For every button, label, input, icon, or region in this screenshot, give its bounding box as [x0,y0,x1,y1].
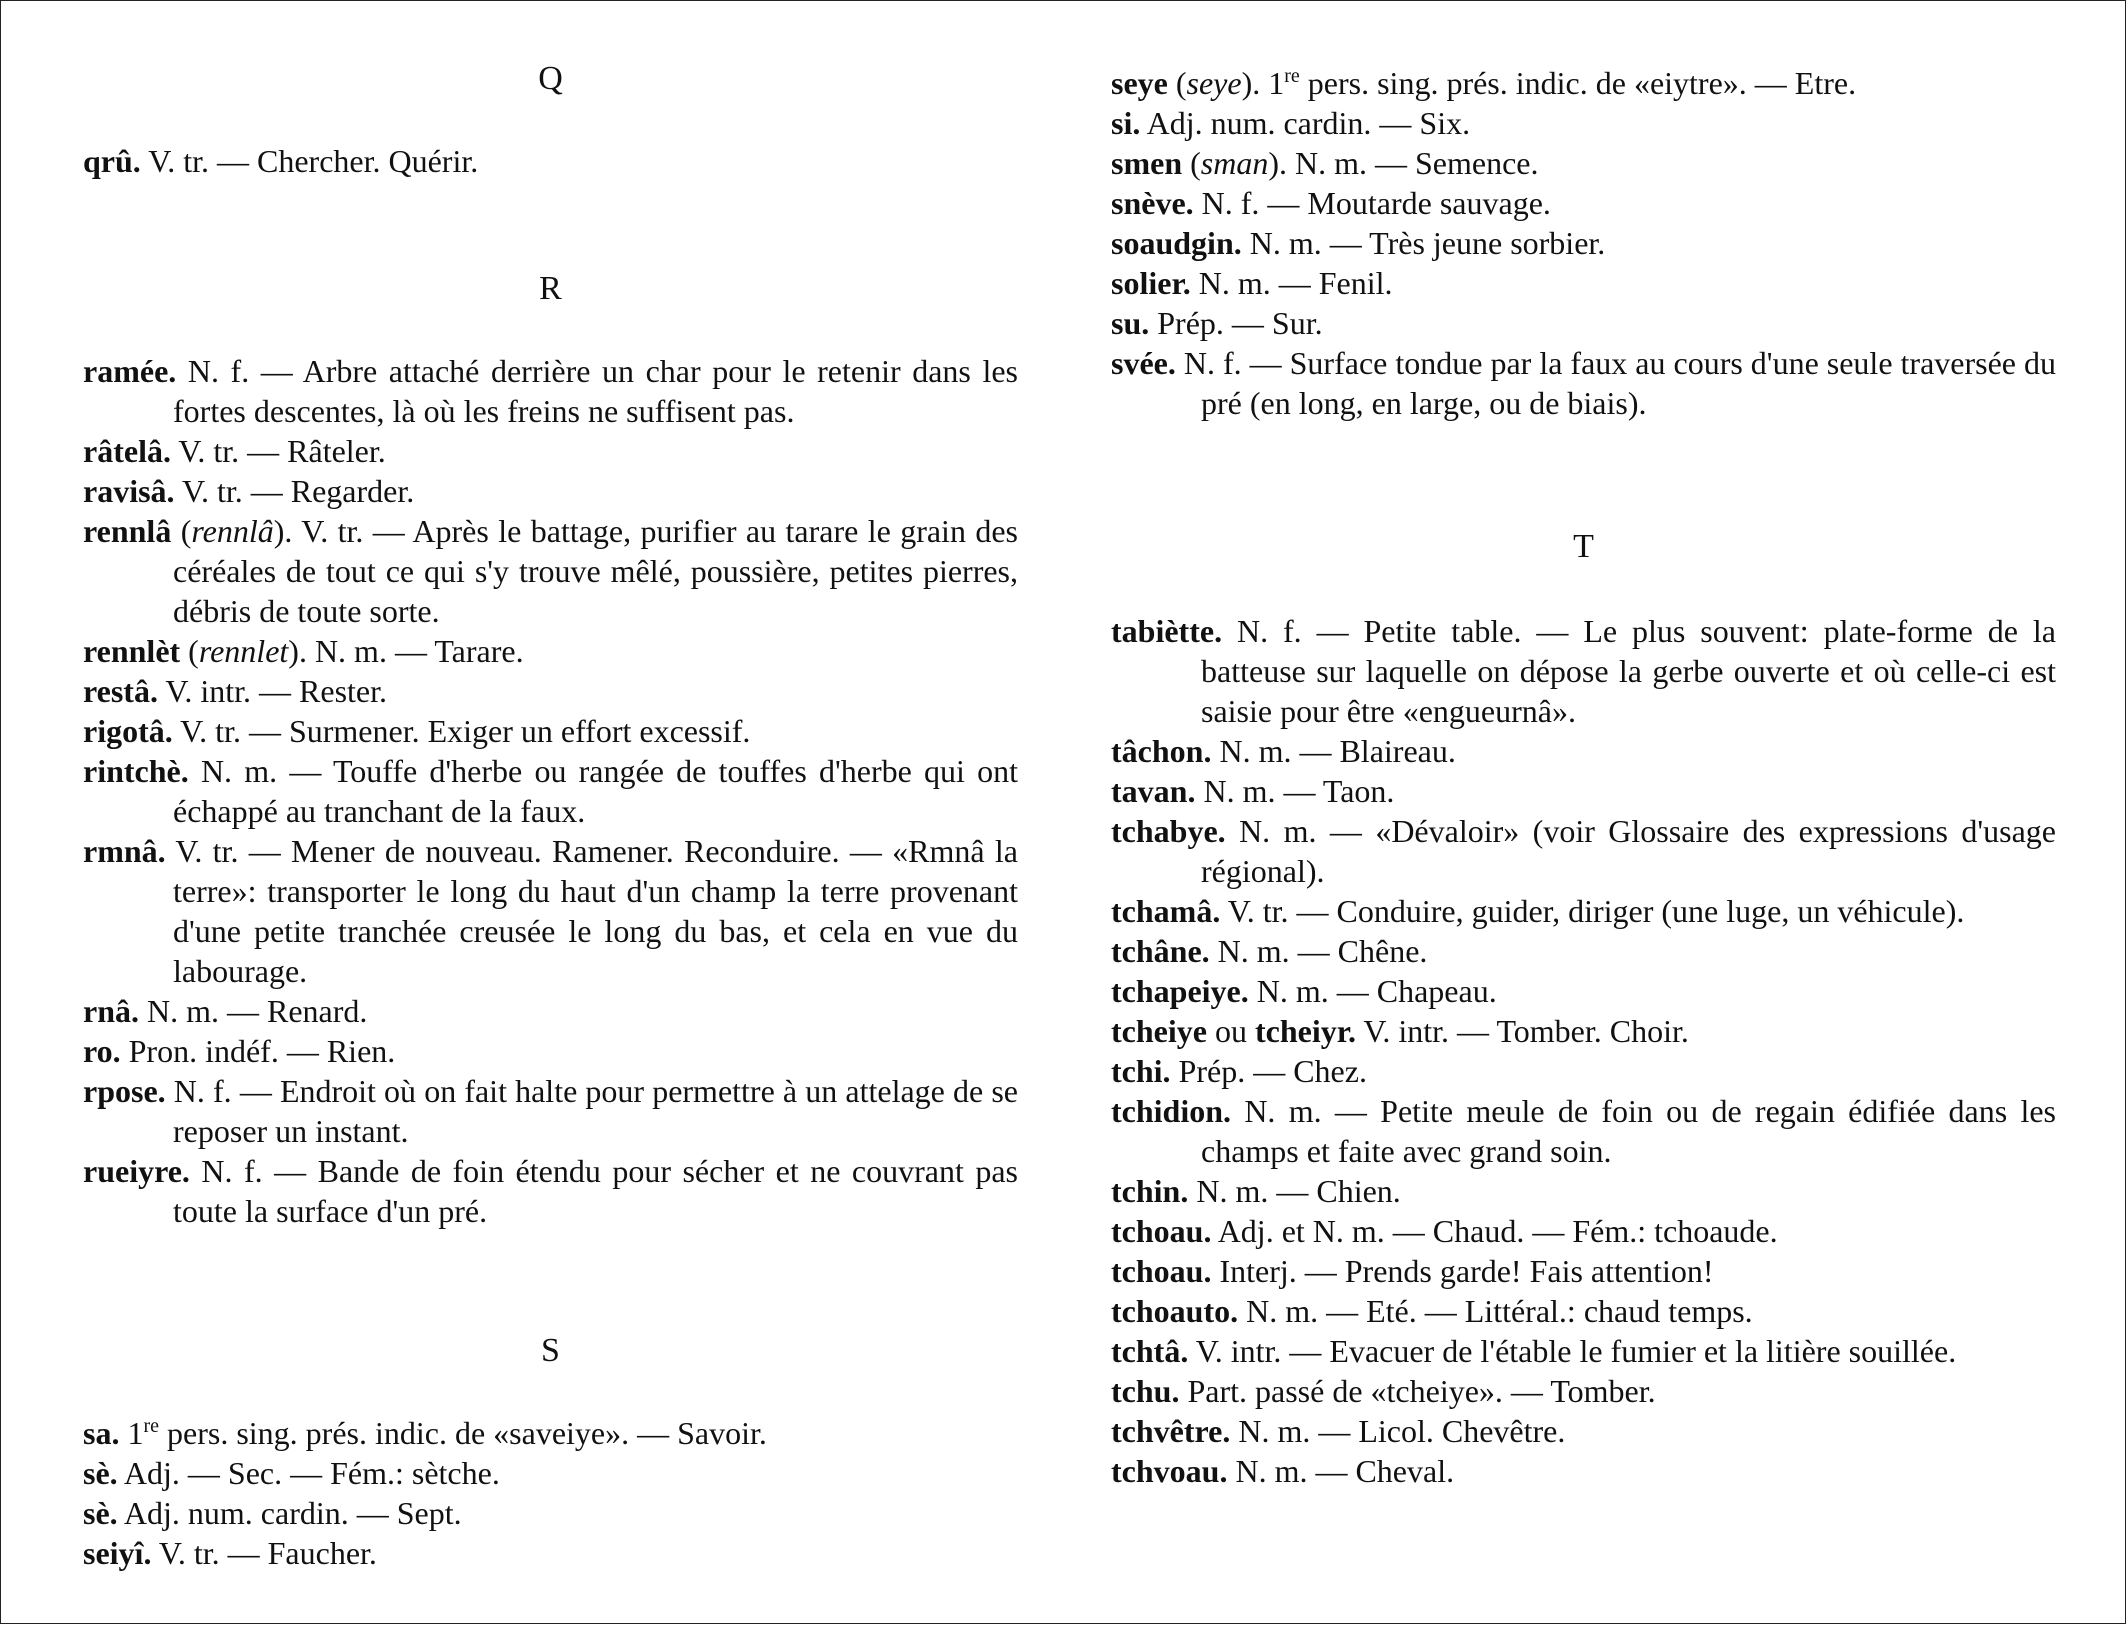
dictionary-entry [83,351,1018,431]
section-letter-t: T [1573,528,1594,565]
entry-definition: N. m. — Blaireau. [1211,733,1456,769]
entry-headword: qrû. [83,143,141,179]
entry-headword: tchoau. [1111,1213,1212,1249]
entry-headword: restâ. [83,673,158,709]
entry-definition: . N. m. — Semence. [1278,145,1539,181]
entry-headword: rmnâ. [83,833,166,869]
entry-definition: N. m. — Chêne. [1209,933,1428,969]
section-s-entries [83,1413,1018,1573]
entry-headword: solier. [1111,265,1191,301]
entry-headword: rintchè. [83,753,189,789]
dictionary-entry [1111,771,2056,811]
entry-definition: Adj. num. cardin. — Six. [1140,105,1471,141]
section-r-entries [83,351,1018,1231]
entry-headword: rpose. [83,1073,166,1109]
section-letter-s: S [541,1332,560,1369]
entry-headword: tchoau. [1111,1253,1212,1289]
entry-definition: N. m. — Fenil. [1190,265,1393,301]
dictionary-entry [1111,611,2056,731]
entry-definition: N. m. — Renard. [139,993,368,1029]
entry-headword: tcheiye [1111,1013,1207,1049]
dictionary-entry [83,711,1018,751]
entry-definition: Adj. — Sec. — Fém.: sètche. [117,1455,500,1491]
entry-headword: tchamâ. [1111,893,1221,929]
entry-headword: ravisâ. [83,473,175,509]
entry-headword: tchabye. [1111,813,1226,849]
section-q-entries [83,141,1018,181]
dictionary-entry [83,751,1018,831]
entry-variant: rennlâ [191,513,274,549]
dictionary-entry: rennlèt (rennlet). N. m. — Tarare. [83,633,524,669]
entry-definition: V. tr. — Faucher. [151,1535,377,1571]
entry-definition: V. tr. — Mener de nouveau. Ramener. Reconduire. — «Rmnâ la terre»: transporter le long du haut d'un champ la terre provenant d'une petite tranchée creusée le long du bas, et cela en vue du labourage. [165,833,1018,989]
dictionary-entry [83,1453,1018,1493]
entry-definition: N. m. — Chapeau. [1248,973,1497,1009]
entry-headword: sa. [83,1415,120,1451]
dictionary-entry [1111,1331,2056,1371]
entry-definition: N. m. — Petite meule de foin ou de regain édifiée dans les champs et faite avec grand soin. [1201,1093,2056,1169]
entry-definition: 1 [119,1415,144,1451]
entry-definition: Interj. — Prends garde! Fais attention! [1211,1253,1714,1289]
dictionary-entry [1111,183,2056,223]
entry-headword: soaudgin. [1111,225,1242,261]
entry-definition: Pron. indéf. — Rien. [120,1033,396,1069]
entry-variant: sman [1200,145,1269,181]
entry-headword: sè. [83,1455,118,1491]
entry-headword: seiyî. [83,1535,152,1571]
superscript: re [1284,65,1300,87]
entry-definition: Adj. num. cardin. — Sept. [117,1495,462,1531]
entry-variant: rennlet [198,633,289,669]
dictionary-entry [1111,891,2056,931]
dictionary-entry [1111,811,2056,891]
dictionary-entry [1111,1011,2056,1051]
entry-definition-cont: pers. sing. prés. indic. de «eiytre». — Etre. [1299,65,1857,101]
section-letter-q: Q [538,60,563,97]
dictionary-entry [1111,1451,2056,1491]
entry-variant: seye [1186,65,1242,101]
dictionary-entry: smen (sman). N. m. — Semence. [1111,145,1539,181]
entry-definition: N. m. — Eté. — Littéral.: chaud temps. [1238,1293,1753,1329]
dictionary-entry [1111,931,2056,971]
dictionary-entry [1111,263,2056,303]
entry-headword: rennlèt [83,633,181,669]
dictionary-entry [83,671,1018,711]
section-letter-r: R [539,270,562,307]
entry-definition: V. tr. — Regarder. [174,473,415,509]
entry-definition: . V. tr. — Après le battage, purifier au tarare le grain des céréales de tout ce qui s'y trouve mêlé, poussière, petites pierres, débris de toute sorte. [173,513,1019,629]
entry-definition: N. f. — Bande de foin étendu pour sécher et ne couvrant pas toute la surface d'un pré. [173,1153,1018,1229]
entry-definition: V. tr. — Conduire, guider, diriger (une luge, un véhicule). [1220,893,1965,929]
entry-headword: tabiètte. [1111,613,1223,649]
entry-definition: N. m. — Touffe d'herbe ou rangée de touffes d'herbe qui ont échappé au tranchant de la faux. [173,753,1018,829]
entry-connector: ou [1206,1013,1255,1049]
entry-headword: rigotâ. [83,713,173,749]
entry-headword: snève. [1111,185,1194,221]
dictionary-entry [83,991,1018,1031]
dictionary-entry [1111,1171,2056,1211]
dictionary-entry [1111,731,2056,771]
entry-definition: V. tr. — Chercher. Quérir. [140,143,479,179]
entry-definition: N. f. — Surface tondue par la faux au cours d'une seule traversée du pré (en long, en large, ou de biais). [1175,345,2056,421]
dictionary-entry [1111,1051,2056,1091]
entry-headword-alt: tcheiyr. [1254,1013,1356,1049]
entry-headword: tchvoau. [1111,1453,1228,1489]
dictionary-entry [83,1413,1018,1453]
entry-headword: su. [1111,305,1150,341]
entry-definition: V. intr. — Evacuer de l'étable le fumier et la litière souillée. [1188,1333,1957,1369]
dictionary-entry [83,1533,1018,1573]
entry-headword: smen [1111,145,1183,181]
entry-headword: tchapeiye. [1111,973,1249,1009]
section-s-continued-entries [1111,63,2056,423]
entry-headword: rnâ. [83,993,139,1029]
entry-definition: Prép. — Chez. [1170,1053,1367,1089]
entry-headword: râtelâ. [83,433,171,469]
entry-headword: tâchon. [1111,733,1212,769]
entry-definition: V. tr. — Surmener. Exiger un effort excessif. [172,713,751,749]
entry-definition: Part. passé de «tcheiye». — Tomber. [1179,1373,1656,1409]
dictionary-entry [83,431,1018,471]
dictionary-entry: rennlâ (rennlâ). V. tr. — Après le battage, purifier au tarare le grain des céréales de tout ce qui s'y trouve mêlé, poussière, petites pierres, débris de toute sorte. [83,513,1019,629]
dictionary-entry [1111,343,2056,423]
entry-definition: . N. m. — Tarare. [298,633,524,669]
dictionary-entry [83,141,1018,181]
dictionary-entry [83,831,1018,991]
dictionary-entry [83,1493,1018,1533]
entry-headword: tchidion. [1111,1093,1232,1129]
entry-headword: ramée. [83,353,177,389]
entry-definition-cont: pers. sing. prés. indic. de «saveiye». — Savoir. [159,1415,767,1451]
entry-headword: tchoauto. [1111,1293,1239,1329]
entry-definition: N. m. — Chien. [1188,1173,1401,1209]
entry-definition: N. m. — Cheval. [1227,1453,1455,1489]
dictionary-entry [83,1151,1018,1231]
entry-definition: Prép. — Sur. [1149,305,1323,341]
dictionary-entry [1111,971,2056,1011]
entry-headword: rennlâ [83,513,172,549]
dictionary-entry [83,1071,1018,1151]
entry-headword: svée. [1111,345,1176,381]
entry-headword: tchâne. [1111,933,1210,969]
entry-definition: N. f. — Endroit où on fait halte pour permettre à un attelage de se reposer un instant. [165,1073,1018,1149]
dictionary-entry [1111,1291,2056,1331]
entry-definition: Adj. et N. m. — Chaud. — Fém.: tchoaude. [1211,1213,1778,1249]
entry-definition: N. f. — Arbre attaché derrière un char pour le retenir dans les fortes descentes, là où les freins ne suffisent pas. [173,353,1018,429]
entry-headword: tchu. [1111,1373,1180,1409]
entry-headword: si. [1111,105,1141,141]
dictionary-entry [1111,1091,2056,1171]
dictionary-entry [83,471,1018,511]
dictionary-entry [1111,1371,2056,1411]
entry-headword: ro. [83,1033,121,1069]
dictionary-entry [83,1031,1018,1071]
dictionary-entry [1111,1411,2056,1451]
entry-headword: seye [1111,65,1168,101]
superscript: re [143,1415,159,1437]
entry-headword: rueiyre. [83,1153,190,1189]
entry-definition: V. intr. — Tomber. Choir. [1355,1013,1689,1049]
dictionary-entry [1111,303,2056,343]
section-t-entries [1111,611,2056,1491]
entry-definition: N. m. — Très jeune sorbier. [1241,225,1606,261]
entry-definition: N. f. — Petite table. — Le plus souvent: plate-forme de la batteuse sur laquelle on dépose la gerbe ouverte et où celle-ci est saisie pour être «engueurnâ». [1201,613,2056,729]
entry-headword: tchtâ. [1111,1333,1189,1369]
dictionary-entry [1111,1251,2056,1291]
dictionary-entry: seye (seye). 1re pers. sing. prés. indic. de «eiytre». — Etre. [1111,65,1857,101]
entry-definition: N. m. — Taon. [1195,773,1395,809]
dictionary-entry [1111,223,2056,263]
entry-headword: tchi. [1111,1053,1171,1089]
entry-headword: tavan. [1111,773,1196,809]
entry-definition: V. intr. — Rester. [157,673,387,709]
entry-definition: V. tr. — Râteler. [170,433,386,469]
entry-definition: . 1 [1252,65,1285,101]
entry-headword: sè. [83,1495,118,1531]
entry-definition: N. f. — Moutarde sauvage. [1193,185,1551,221]
dictionary-entry [1111,1211,2056,1251]
entry-headword: tchvêtre. [1111,1413,1231,1449]
entry-definition: N. m. — Licol. Chevêtre. [1230,1413,1566,1449]
entry-headword: tchin. [1111,1173,1189,1209]
dictionary-entry [1111,103,2056,143]
entry-definition: N. m. — «Dévaloir» (voir Glossaire des expressions d'usage régional). [1201,813,2056,889]
